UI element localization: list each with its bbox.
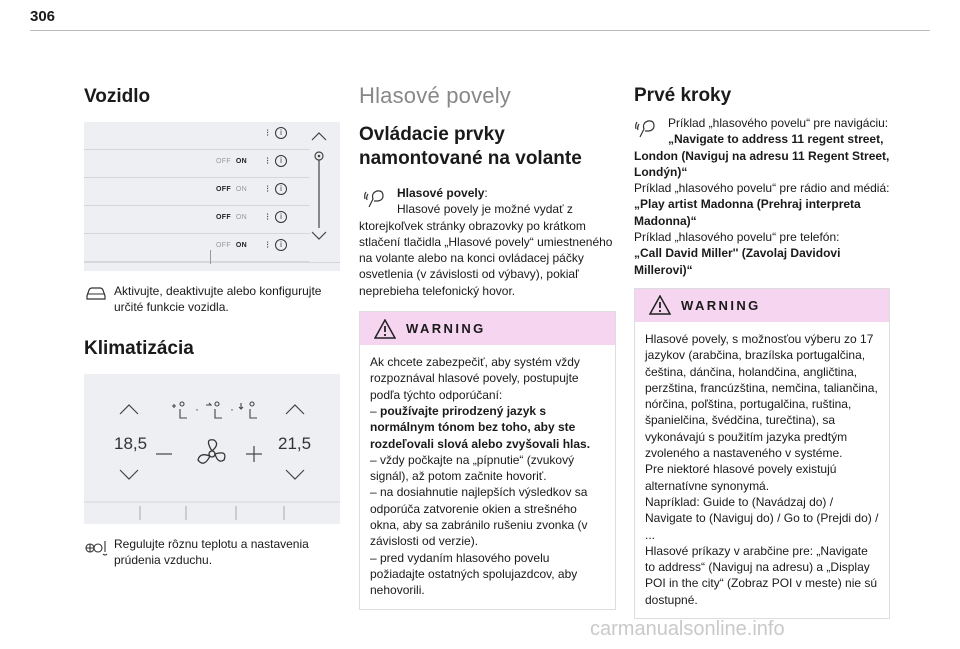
lead-bold: Hlasové povely [397, 186, 485, 200]
warning-item-4: – pred vydaním hlasového povelu požiadajte ostatných spolujazdcov, aby nehovorili. [370, 550, 578, 598]
vehicle-row-header [84, 122, 310, 150]
menu-dots-icon: ⁝ [266, 212, 270, 223]
warning-label: WARNING [681, 297, 761, 313]
warning-header [635, 289, 889, 322]
climate-panel [84, 374, 340, 524]
phone-command: „Call David Miller'' (Zavolaj Davidovi Millerovi)“ [634, 246, 841, 277]
temp-left-value[interactable]: 18,5 [114, 433, 148, 453]
warning-item-3: – na dosiahnutie najlepších výsledkov sa odporúča zatvorenie okien a strešného okna, aby sa zabránilo rušeniu zvonka (v závislosti od verzie). [370, 485, 588, 549]
info-icon: i [275, 127, 287, 139]
menu-dots-icon: ⁝ [266, 184, 270, 195]
warning-triangle-icon [374, 319, 396, 339]
lead-colon: : [484, 186, 488, 200]
car-icon [84, 283, 114, 306]
warning-item-2: – vždy počkajte na „pípnutie“ (zvukový signál), až potom začnite hovoriť. [370, 452, 575, 484]
temp-right-down-icon [286, 470, 304, 479]
fan-icon [198, 439, 225, 462]
klima-desc-text: Regulujte rôznu teplotu a nastavenia prúdenia vzduchu. [114, 536, 309, 567]
temp-right-up-icon [286, 405, 304, 414]
bottom-bar [84, 262, 340, 271]
watermark: carmanualsonline.info [590, 618, 785, 640]
phone-label: Príklad „hlasového povelu“ pre telefón: [634, 230, 840, 245]
nav-label: Príklad „hlasového povelu“ pre navigáciu: [668, 116, 889, 130]
airflow-separator: · [230, 401, 234, 416]
voice-command-icon [634, 117, 660, 139]
airflow-down-icon [239, 402, 257, 418]
vehicle-row-2[interactable] [84, 178, 310, 206]
warning-text-4: Hlasové príkazy v arabčine pre: „Navigate to address“ (Naviguj na adresu) a „Display POI in the city“ (Zobraz POI v meste) nie sú dostupné. [645, 543, 878, 607]
menu-dots-icon: ⁝ [266, 240, 270, 251]
vozidlo-description [84, 283, 340, 316]
klima-description [84, 536, 340, 569]
vehicle-row-1[interactable] [84, 150, 310, 178]
radio-command: „Play artist Madonna (Prehraj interpreta Madonna)“ [634, 197, 861, 228]
warning-text-3: Napríklad: Guide to (Navádzaj do) / Navigate to (Naviguj do) / Go to (Prejdi do) / ... [645, 494, 879, 542]
hlasove-title: Hlasové povely [359, 83, 511, 108]
vehicle-settings-panel [84, 122, 340, 271]
vehicle-row-3[interactable] [84, 206, 310, 234]
temp-right-value[interactable]: 21,5 [278, 433, 312, 453]
radio-label: Príklad „hlasového povelu“ pre rádio and médiá: [634, 181, 890, 196]
warning-triangle-icon [649, 295, 671, 315]
warning-box-voice: WARNING Ak chcete zabezpečiť, aby systém vždy rozpoznával hlasové povely, postupujte podľa týchto odporúčaní: – používajte prirodzený jazyk s normálnym tónom bez toho, aby ste rozdeľovali slová alebo zvyšovali hlas. – vždy počkajte na „pípnutie“ (zvukový signál), až potom začnite hovoriť. – na dosiahnutie najlepších výsledkov sa odporúča zatvorenie okien a strešného okna, aby sa zabránilo rušeniu zvonka (v závislosti od verzie). – pred vydaním hlasového povelu požiadajte ostatných spolujazdcov, aby nehovorili. [359, 311, 616, 609]
page-number: 306 [30, 8, 56, 25]
nav-command: „Navigate to address 11 regent street, London (Naviguj na adresu 11 Regent Street, Londýn)“ [634, 132, 890, 179]
vozidlo-title: Vozidlo [84, 86, 151, 107]
toggle-switch[interactable]: OFF ON [216, 158, 248, 165]
toggle-switch[interactable]: OFF ON [216, 242, 248, 249]
column-middle [359, 82, 616, 610]
warning-text-2: Pre niektoré hlasové povely existujú alternatívne synonymá. [645, 462, 837, 493]
info-icon: i [275, 183, 287, 195]
info-icon: i [275, 155, 287, 167]
warning-label: WARNING [406, 321, 486, 337]
temp-left-down-icon [120, 470, 138, 479]
toggle-switch[interactable]: OFF ON [216, 186, 248, 193]
lead-text: Hlasové povely je možné vydať z ktorejkoľvek stránky obrazovky po krátkom stlačení tlačidla „Hlasové povely“ umiestneného na volante alebo na konci ovládacej páčky osvetlenia (v závislosti od výbavy), pokiaľ neprebieha telefonický hovor. [359, 202, 613, 298]
airflow-feet-icon [206, 402, 222, 418]
hlasove-subtitle: Ovládacie prvky namontované na volante [359, 124, 582, 169]
warning-header [360, 312, 615, 345]
temp-left-up-icon [120, 405, 138, 414]
warning-text: Hlasové povely, s možnosťou výberu zo 17 jazykov (arabčina, brazílska portugalčina, čeština, dánčina, holandčina, angličtina, perzština, francúzština, nemčina, taliančina, nórčina, poľština, portugalčina, ruština, španielčina, švédčina, turečtina), sa vykonávajú s použitím jazyka predtým zvoleného a nastaveného v systéme. [645, 331, 878, 461]
menu-dots-icon: ⁝ [266, 156, 270, 167]
vehicle-row-4[interactable] [84, 234, 310, 262]
info-icon: i [275, 211, 287, 223]
menu-dots-icon: ⁝ [266, 128, 270, 139]
prve-examples [634, 115, 890, 278]
fan-plus-icon [246, 446, 262, 462]
klima-title: Klimatizácia [84, 337, 194, 359]
toggle-switch[interactable]: OFF ON [216, 214, 248, 221]
voice-command-icon [363, 187, 389, 209]
warning-intro: Ak chcete zabezpečiť, aby systém vždy rozpoznával hlasové povely, postupujte podľa týchto odporúčaní: [370, 355, 580, 402]
bottom-bar-handle[interactable] [210, 250, 211, 264]
vozidlo-desc-text: Aktivujte, deaktivujte alebo konfigurujte určité funkcie vozidla. [114, 284, 322, 315]
warning-box-languages [634, 288, 890, 619]
column-right [634, 82, 890, 619]
top-divider [30, 30, 930, 31]
prve-title: Prvé kroky [634, 85, 732, 106]
climate-icon [84, 536, 114, 563]
hlasove-lead [359, 185, 616, 299]
airflow-face-icon [172, 402, 187, 418]
warning-item-1: používajte prirodzený jazyk s normálnym tónom bez toho, aby ste rozdeľovali slová alebo zvyšovali hlas. [370, 403, 591, 451]
column-left [84, 82, 340, 568]
info-icon: i [275, 239, 287, 251]
airflow-separator: · [195, 401, 199, 416]
scroll-indicator-icon[interactable] [304, 128, 334, 248]
